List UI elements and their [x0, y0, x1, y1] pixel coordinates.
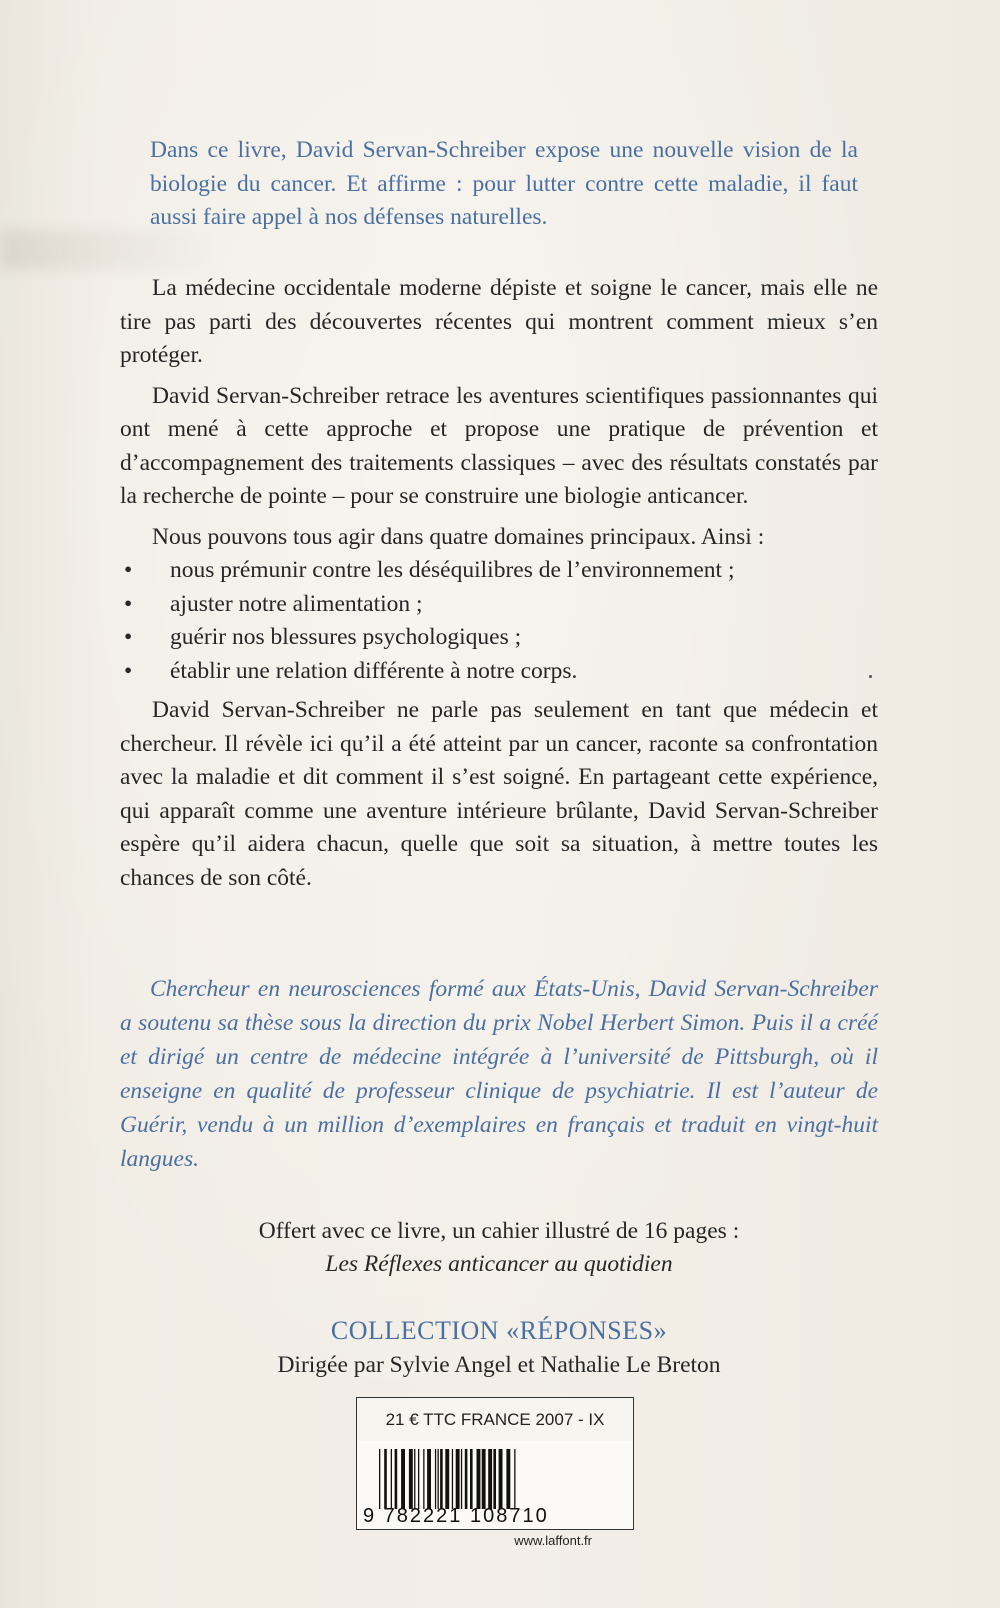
print-smudge — [0, 230, 220, 270]
collection-editors: Dirigée par Sylvie Angel et Nathalie Le Breton — [277, 1352, 721, 1378]
price-label: 21 € TTC FRANCE 2007 - IX — [356, 1397, 634, 1443]
list-item: • guérir nos blessures psychologiques ; — [120, 621, 878, 655]
paragraph-3: Nous pouvons tous agir dans quatre domaines principaux. Ainsi : — [152, 523, 765, 550]
list-item: • nous prémunir contre les déséquilibres de l’environnement ; — [120, 554, 878, 588]
domain-list — [120, 554, 878, 688]
paragraph-1: La médecine occidentale moderne dépiste et soigne le cancer, mais elle ne tire pas parti des découvertes récentes qui montrent comment mieux s’en protéger. — [120, 275, 878, 368]
isbn-number: 9 782221 108710 — [363, 1505, 549, 1527]
offer-line: Offert avec ce livre, un cahier illustré de 16 pages : — [258, 1218, 740, 1244]
list-item: • établir une relation différente à notre corps. — [120, 655, 878, 689]
collection-name: COLLECTION «RÉPONSES» — [330, 1316, 668, 1345]
offer — [120, 1215, 878, 1281]
offer-title: Les Réflexes anticancer au quotidien — [325, 1251, 673, 1277]
paragraph-4: David Servan-Schreiber ne parle pas seulement en tant que médecin et chercheur. Il révèle ici qu’il a été atteint par un cancer, raconte sa confrontation avec la maladie et dit comment il s’est soigné. En partageant cette expérience, qui apparaît comme une aventure intérieure brûlante, David Servan-Schreiber espère qu’il aidera chacun, quelle que soit sa situation, à mettre toutes les chances de son côté. — [120, 697, 878, 891]
intro-paragraph: Dans ce livre, David Servan-Schreiber expose une nouvelle vision de la biologie du cancer. Et affirme : pour lutter contre cette maladie, il faut aussi faire appel à nos défenses naturelles. — [150, 137, 858, 230]
bio-text: Chercheur en neurosciences formé aux États-Unis, David Servan-Schreiber a soutenu sa thèse sous la direction du prix Nobel Herbert Simon. Puis il a créé et dirigé un centre de médecine intégrée à l’université de Pittsburgh, où il enseigne en qualité de professeur clinique de psychiatrie. Il est l’auteur de Guérir, vendu à un million d’exemplaires en français et traduit en vingt-huit langues. — [120, 976, 878, 1172]
list-item: • ajuster notre alimentation ; — [120, 588, 878, 622]
barcode — [356, 1441, 634, 1530]
barcode-bars — [377, 1449, 617, 1509]
author-bio — [120, 972, 878, 1176]
publisher-website: www.laffont.fr — [514, 1533, 592, 1548]
main-text — [120, 272, 878, 895]
paragraph-2: David Servan-Schreiber retrace les aventures scientifiques passionnantes qui ont mené à cette approche et propose une pratique de prévention et d’accompagnement des traitements classiques – avec des résultats constatés par la recherche de pointe – pour se construire une biologie anticancer. — [120, 382, 878, 509]
